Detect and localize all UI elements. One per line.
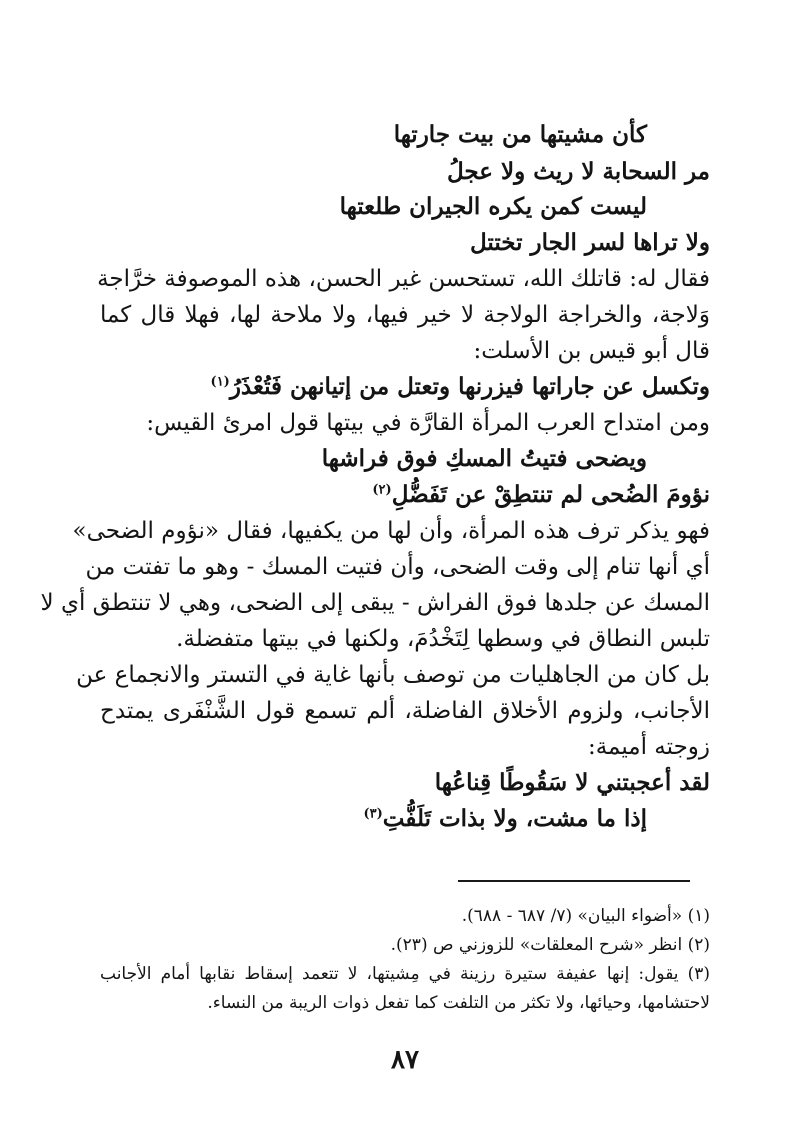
paragraph-line: قال أبو قيس بن الأسلت: <box>473 338 710 364</box>
paragraph-line: المسك عن جلدها فوق الفراش - يبقى إلى الضحى، وهي لا تنتطق أي لا <box>40 590 710 616</box>
paragraph-line: تلبس النطاق في وسطها لِتَخْدُمَ، ولكنها في بيتها متفضلة. <box>176 626 710 652</box>
verse-line: مر السحابة لا ريث ولا عجلُ <box>447 158 710 185</box>
paragraph-line: فهو يذكر ترف هذه المرأة، وأن لها من يكفيها، فقال «نؤوم الضحى» <box>72 518 710 544</box>
paragraph-line: وَلاجة، والخراجة الولاجة لا خير فيها، ولا ملاحة لها، فهلا قال كما <box>100 302 710 328</box>
footnote-ref: (٢) <box>372 482 392 498</box>
footnote: (١) «أضواء البيان» (٧/ ٦٨٧ - ٦٨٨). <box>461 906 710 926</box>
verse-line <box>372 478 710 512</box>
footnote-ref: (١) <box>210 374 230 390</box>
paragraph-line: ومن امتداح العرب المرأة القارَّة في بيتها قول امرئ القيس: <box>146 410 710 436</box>
verse-line: ليست كمن يكره الجيران طلعتها <box>339 193 647 220</box>
paragraph-line: أي أنها تنام إلى وقت الضحى، وأن فتيت المسك - وهو ما تفتت من <box>85 554 710 580</box>
footnote: (٢) انظر «شرح المعلقات» للزوزني ص (٢٣). <box>390 935 710 955</box>
verse-line: لقد أعجبتني لا سَقُوطًا قِناعُها <box>434 769 710 796</box>
footnote-ref: (٣) <box>363 806 383 822</box>
verse-line <box>211 370 710 404</box>
verse-text: وتكسل عن جاراتها فيزرنها وتعتل من إتيانهن فَتُعْذَرُ <box>229 373 710 400</box>
paragraph-line: الأجانب، ولزوم الأخلاق الفاضلة، ألم تسمع قول الشَّنْفَرى يمتدح <box>100 698 710 724</box>
verse-text: نؤومَ الضُحى لم تنتطِقْ عن تَفَضُّلِ <box>391 481 710 508</box>
verse-line: ويضحى فتيتُ المسكِ فوق فراشها <box>321 445 647 472</box>
verse-line: ولا تراها لسر الجار تختتل <box>470 229 710 256</box>
footnote-separator <box>458 880 690 882</box>
paragraph-line: بل كان من الجاهليات من توصف بأنها غاية في التستر والانجماع عن <box>76 662 710 688</box>
page-number: ٨٧ <box>391 1045 419 1075</box>
paragraph-line: فقال له: قاتلك الله، تستحسن غير الحسن، هذه الموصوفة خرَّاجة <box>97 266 710 292</box>
verse-line: كأن مشيتها من بيت جارتها <box>393 121 647 148</box>
paragraph-line: زوجته أميمة: <box>587 734 710 760</box>
footnote: (٣) يقول: إنها عفيفة ستيرة رزينة في مِشيتها، لا تتعمد إسقاط نقابها أمام الأجانب <box>100 964 710 984</box>
verse-line <box>363 802 647 836</box>
footnote: لاحتشامها، وحيائها، ولا تكثر من التلفت كما تفعل ذوات الريبة من النساء. <box>207 993 710 1013</box>
verse-text: إذا ما مشت، ولا بذات تَلَفُّتِ <box>382 805 647 832</box>
